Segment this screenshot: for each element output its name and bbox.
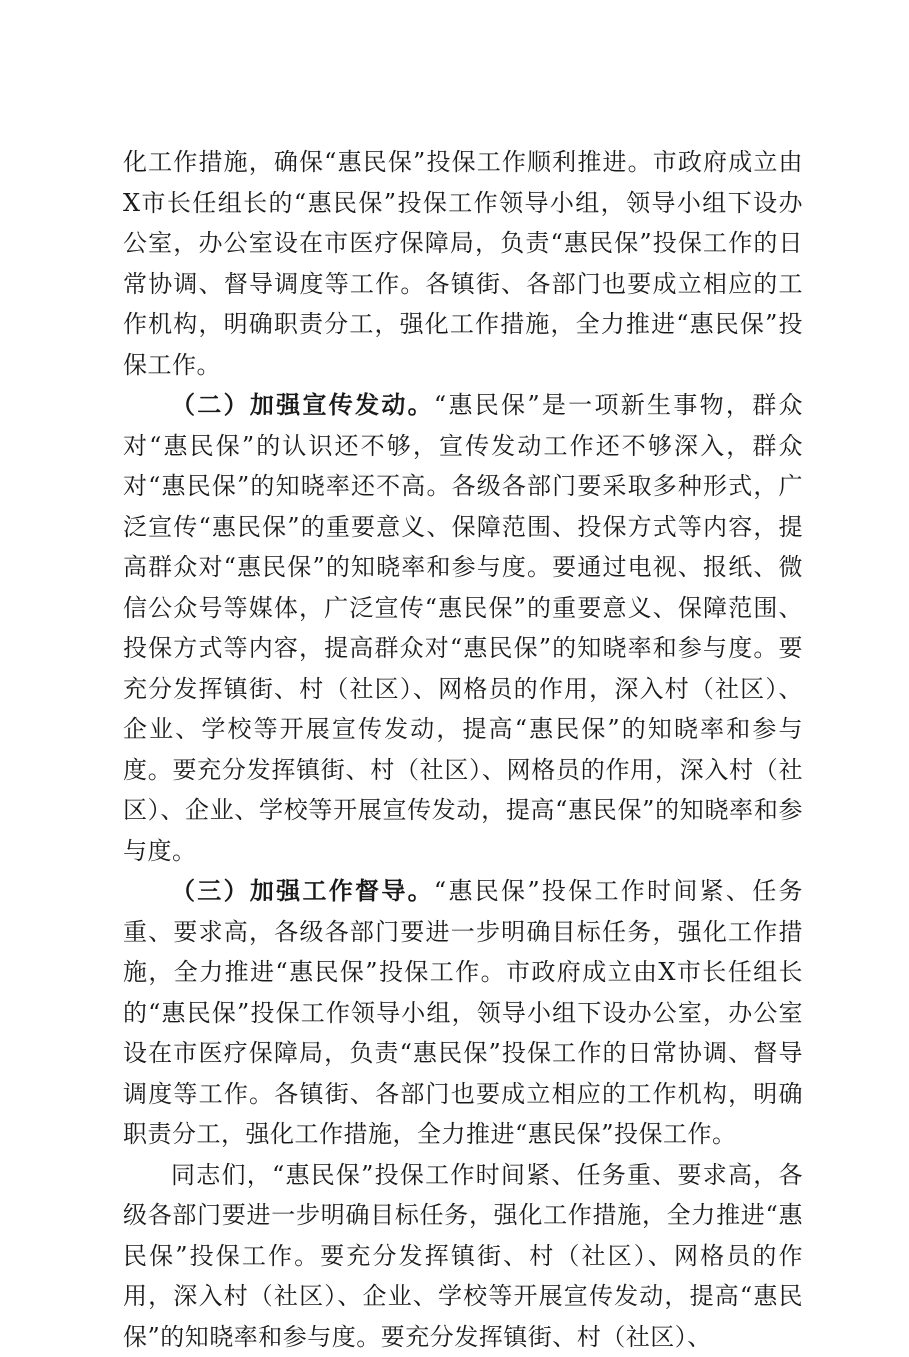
- section-heading: （三）加强工作督导。: [171, 876, 434, 905]
- paragraph-text: “惠民保”是一项新生事物，群众对“惠民保”的认识还不够，宣传发动工作还不够深入，群众对“惠民保”的知晓率还不高。各级各部门要采取多种形式，广泛宣传“惠民保”的重要意义、保障范围、投保方式等内容，提高群众对“惠民保”的知晓率和参与度。要通过电视、报纸、微信公众号等媒体，广泛宣传“惠民保”的重要意义、保障范围、投保方式等内容，提高群众对“惠民保”的知晓率和参与度。要充分发挥镇街、村（社区）、网格员的作用，深入村（社区）、企业、学校等开展宣传发动，提高“惠民保”的知晓率和参与度。要充分发挥镇街、村（社区）、网格员的作用，深入村（社区）、企业、学校等开展宣传发动，提高“惠民保”的知晓率和参与度。: [123, 391, 803, 865]
- section-heading: （二）加强宣传发动。: [171, 390, 434, 419]
- document-body: [123, 142, 803, 1357]
- paragraph-continuation: [123, 142, 803, 385]
- paragraph-closing: [123, 1155, 803, 1357]
- paragraph-text: “惠民保”投保工作时间紧、任务重、要求高，各级各部门要进一步明确目标任务，强化工作措施，全力推进“惠民保”投保工作。市政府成立由X市长任组长的“惠民保”投保工作领导小组，领导小组下设办公室，办公室设在市医疗保障局，负责“惠民保”投保工作的日常协调、督导调度等工作。各镇街、各部门也要成立相应的工作机构，明确职责分工，强化工作措施，全力推进“惠民保”投保工作。: [123, 877, 803, 1148]
- paragraph-text: 化工作措施，确保“惠民保”投保工作顺利推进。市政府成立由X市长任组长的“惠民保”投保工作领导小组，领导小组下设办公室，办公室设在市医疗保障局，负责“惠民保”投保工作的日常协调、督导调度等工作。各镇街、各部门也要成立相应的工作机构，明确职责分工，强化工作措施，全力推进“惠民保”投保工作。: [123, 148, 803, 379]
- paragraph-supervision: [123, 871, 803, 1155]
- paragraph-publicity: [123, 385, 803, 871]
- paragraph-text: 同志们，“惠民保”投保工作时间紧、任务重、要求高，各级各部门要进一步明确目标任务，强化工作措施，全力推进“惠民保”投保工作。要充分发挥镇街、村（社区）、网格员的作用，深入村（社区）、企业、学校等开展宣传发动，提高“惠民保”的知晓率和参与度。要充分发挥镇街、村（社区）、: [123, 1161, 803, 1351]
